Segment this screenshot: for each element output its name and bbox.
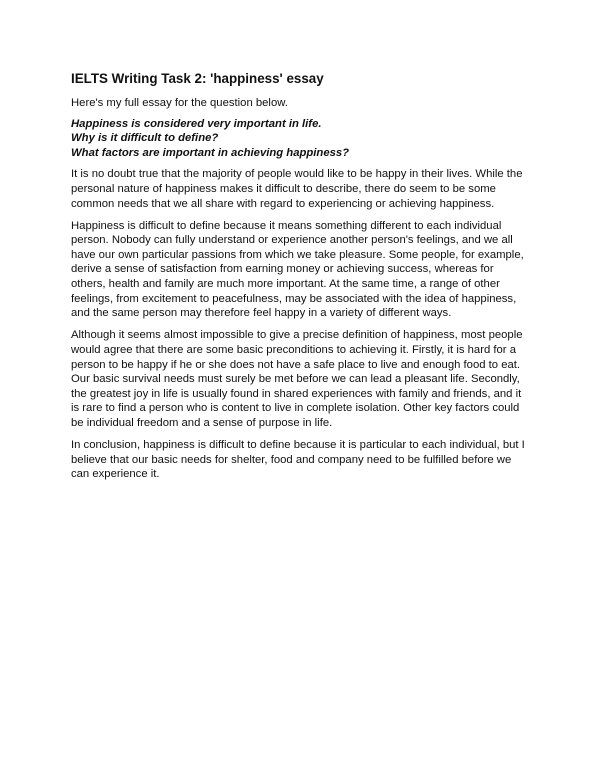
intro-text: Here's my full essay for the question below. [71,97,288,109]
essay-question [71,117,526,161]
paragraph-body-1: Happiness is difficult to define because it means something different to each individual person. Nobody can fully understand or experience another person's feelings, and we all have our own particular passions from which we take pleasure. Some people, for example, derive a sense of satisfaction from earning money or achieving success, whereas for others, health and family are much more important. At the same time, a range of other feelings, from excitement to peacefulness, may be associated with the idea of happiness, and the same person may therefore feel happy in a variety of different ways. [71,219,524,320]
essay-content [71,70,526,489]
paragraph-body-2: Although it seems almost impossible to give a precise definition of happiness, most people would agree that there are some basic preconditions to achieving it. Firstly, it is hard for a person to be happy if he or she does not have a safe place to live and enough food to eat. Our basic survival needs must surely be met before we can lead a pleasant life. Secondly, the greatest joy in life is usually found in shared experiences with family and friends, and it is rare to find a person who is content to live in complete isolation. Other key factors could be individual freedom and a sense of purpose in life. [71,329,523,429]
paragraph-introduction: It is no doubt true that the majority of people would like to be happy in their lives. While the personal nature of happiness makes it difficult to describe, there do seem to be some common needs that we all share with regard to experiencing or achieving happiness. [71,168,523,210]
paragraph-conclusion: In conclusion, happiness is difficult to define because it is particular to each individual, but I believe that our basic needs for shelter, food and company need to be fulfilled before we can experience it. [71,438,525,481]
question-line: Why is it difficult to define? [71,132,219,145]
question-line: Happiness is considered very important in life. [71,117,322,130]
essay-title: IELTS Writing Task 2: 'happiness' essay [71,71,324,86]
question-line: What factors are important in achieving happiness? [71,146,350,159]
